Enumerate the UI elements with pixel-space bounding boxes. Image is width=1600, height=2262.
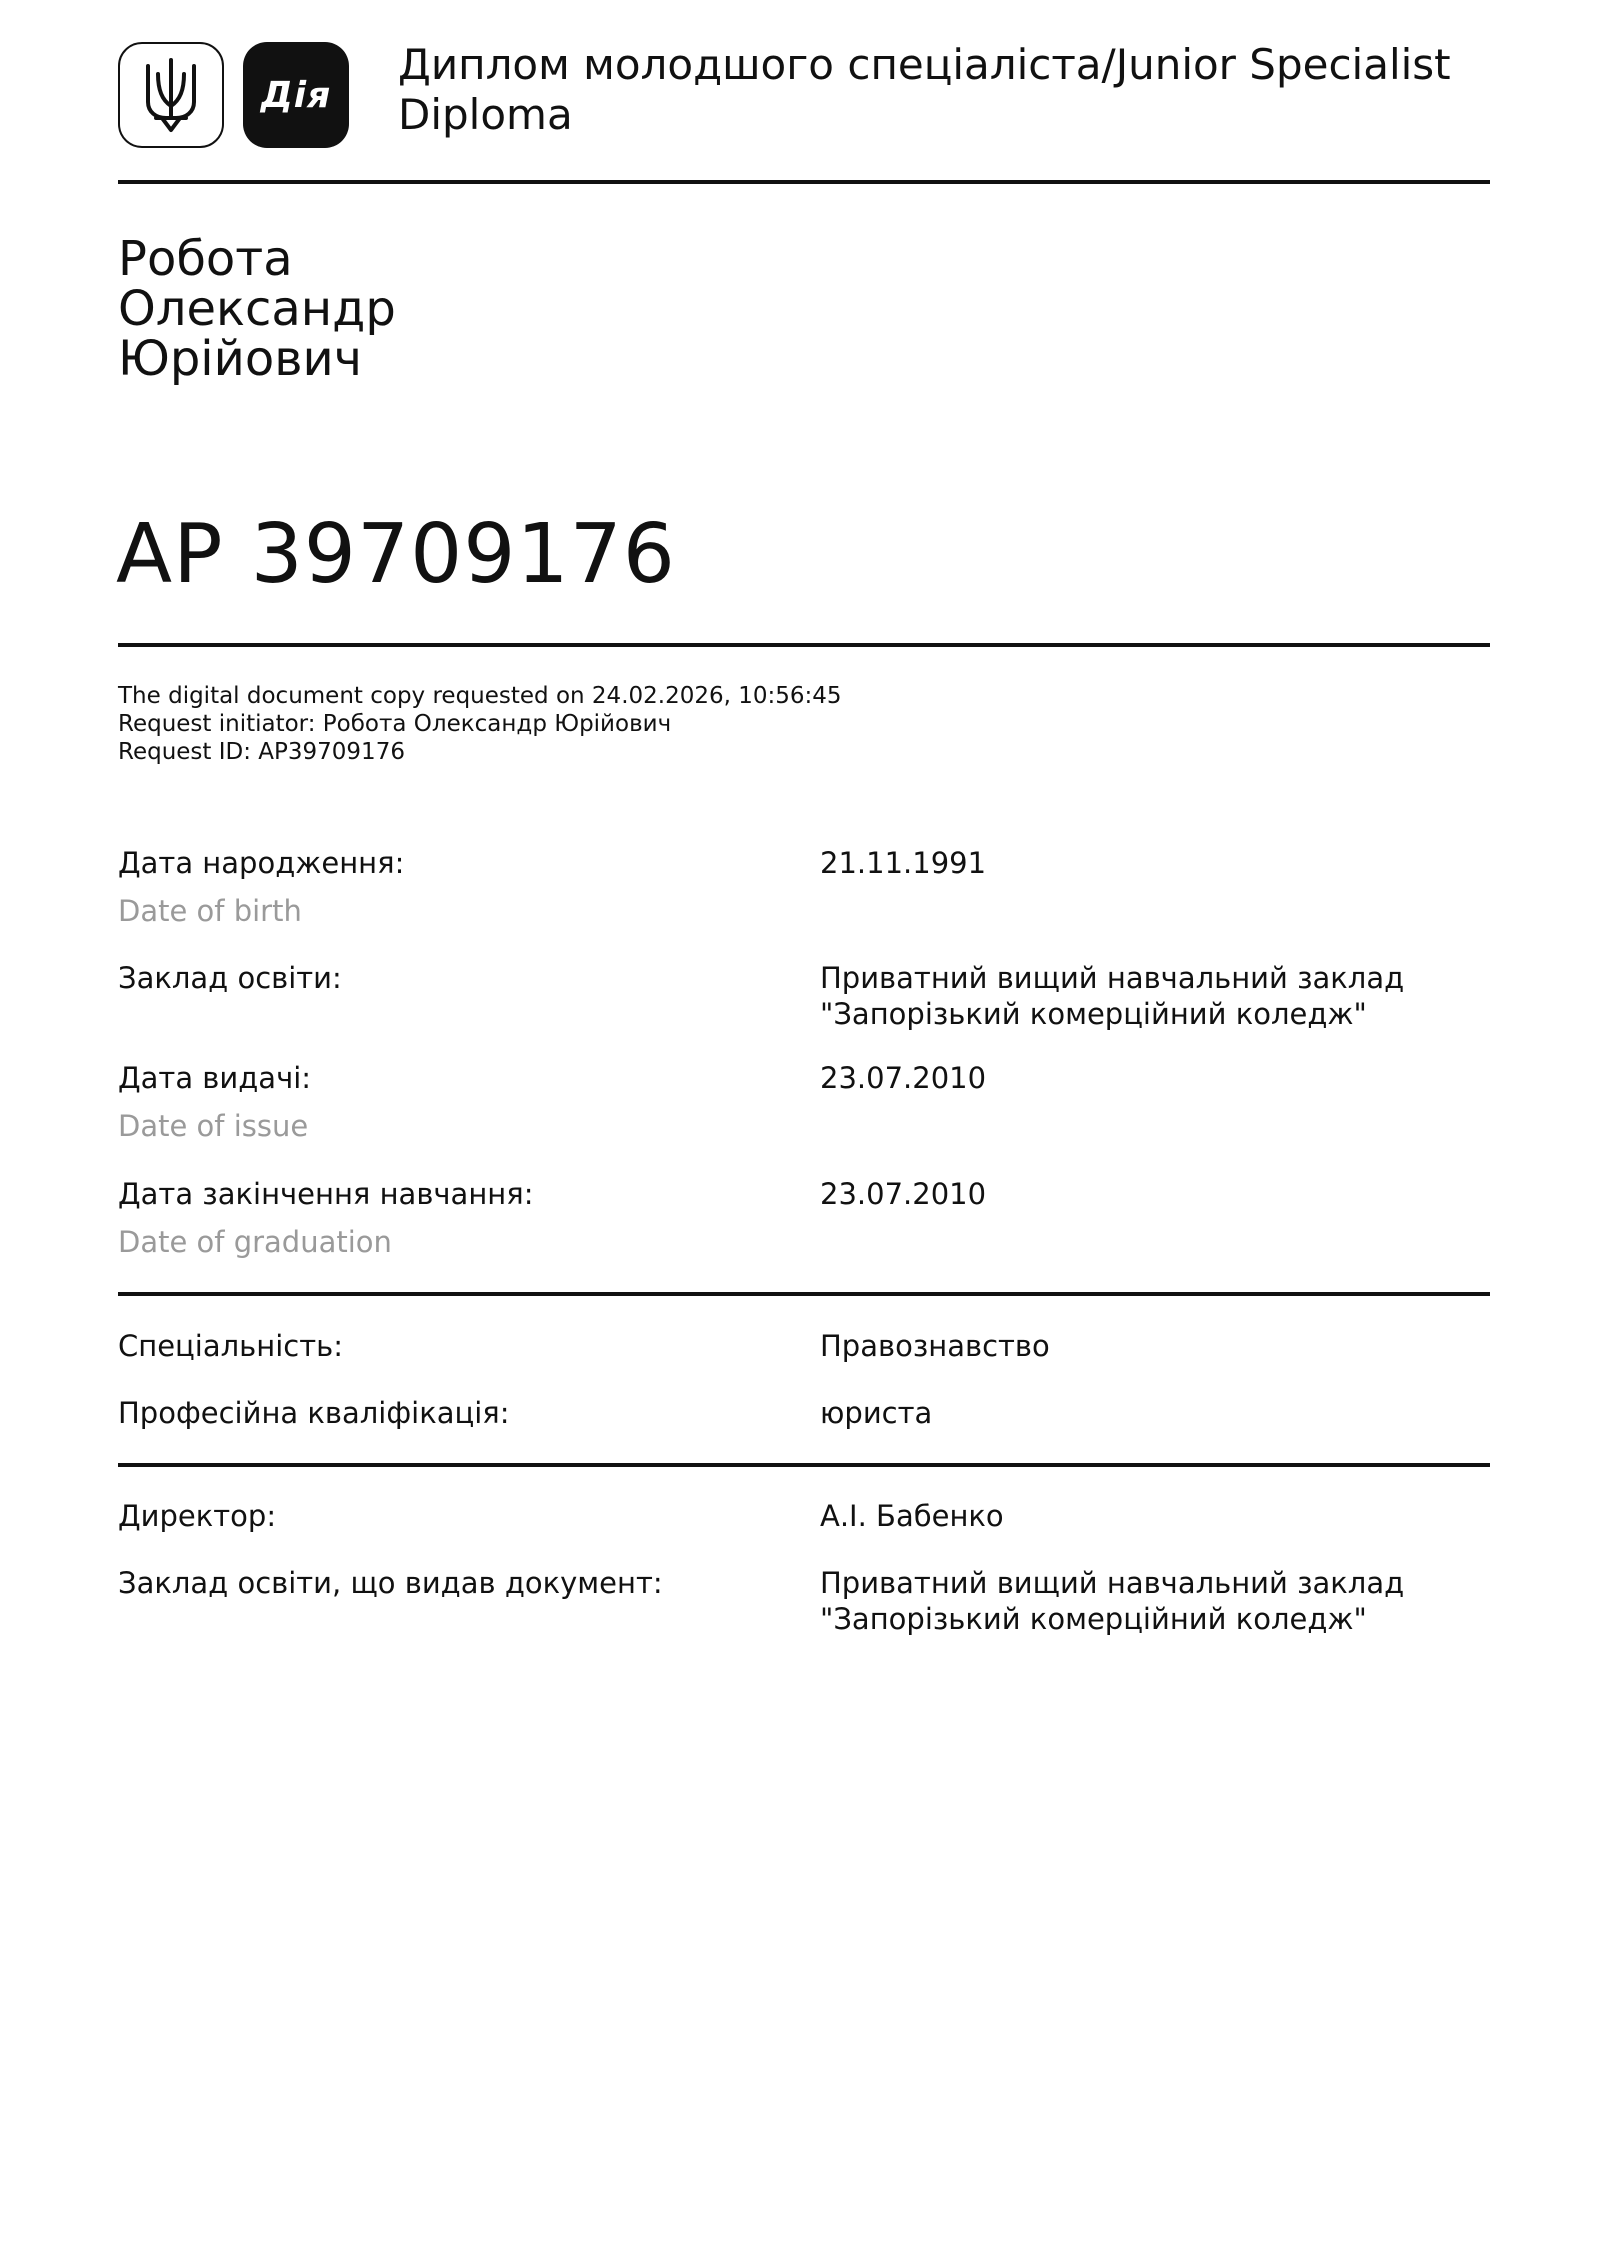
holder-patronymic: Юрійович — [118, 331, 363, 387]
number-divider — [118, 643, 1490, 647]
header-divider — [118, 180, 1490, 184]
field-value-text: юриста — [820, 1396, 933, 1430]
field-value-line2: "Запорізький комерційний коледж" — [820, 997, 1367, 1031]
field-sublabel: Date of issue — [118, 1109, 309, 1143]
field-value — [820, 1498, 1480, 1534]
diia-logo-text: Дія — [260, 74, 332, 116]
request-id-line: Request ID: AP39709176 — [118, 739, 405, 765]
field-value — [820, 1176, 1480, 1212]
field-label: Дата закінчення навчання: — [118, 1177, 534, 1211]
field-label: Заклад освіти, що видав документ: — [118, 1566, 663, 1600]
field-label: Спеціальність: — [118, 1329, 343, 1363]
holder-first-name: Олександр — [118, 281, 396, 337]
field-label: Дата видачі: — [118, 1061, 312, 1095]
field-value-line1: Приватний вищий навчальний заклад — [820, 961, 1405, 995]
document-title — [398, 40, 1518, 140]
field-value-text: 21.11.1991 — [820, 846, 987, 880]
field-value-text: А.І. Бабенко — [820, 1499, 1004, 1533]
field-value-line1: Приватний вищий навчальний заклад — [820, 1566, 1405, 1600]
field-sublabel: Date of graduation — [118, 1225, 392, 1259]
field-value — [820, 1060, 1480, 1096]
field-value — [820, 1328, 1480, 1364]
field-value-text: 23.07.2010 — [820, 1061, 987, 1095]
request-info — [118, 682, 842, 766]
request-date-line: The digital document copy requested on 24.02.2026, 10:56:45 — [118, 683, 842, 709]
holder-name — [118, 231, 1018, 387]
holder-surname: Робота — [118, 231, 293, 287]
document-number: AP 39709176 — [116, 507, 676, 602]
field-label: Заклад освіти: — [118, 961, 342, 995]
field-value — [820, 960, 1480, 1032]
field-value — [820, 845, 1480, 881]
section-divider-2 — [118, 1463, 1490, 1467]
field-label: Директор: — [118, 1499, 277, 1533]
trident-icon — [118, 42, 224, 148]
field-value — [820, 1565, 1480, 1637]
field-label: Професійна кваліфікація: — [118, 1396, 510, 1430]
field-sublabel: Date of birth — [118, 894, 302, 928]
diia-logo — [243, 42, 349, 148]
section-divider-1 — [118, 1292, 1490, 1296]
field-value-text: 23.07.2010 — [820, 1177, 987, 1211]
field-value-line2: "Запорізький комерційний коледж" — [820, 1602, 1367, 1636]
field-label: Дата народження: — [118, 846, 405, 880]
field-value — [820, 1395, 1480, 1431]
document-title-line2: Diploma — [398, 90, 573, 139]
document-title-line1: Диплом молодшого спеціаліста/Junior Specialist — [398, 40, 1451, 89]
request-initiator-line: Request initiator: Робота Олександр Юрійович — [118, 711, 672, 737]
field-value-text: Правознавство — [820, 1329, 1050, 1363]
